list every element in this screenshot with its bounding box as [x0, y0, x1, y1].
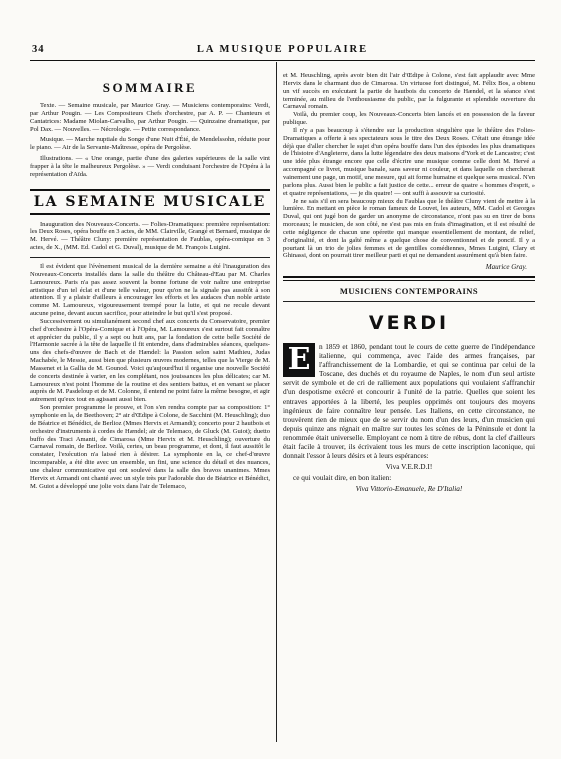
signature: Maurice Gray.	[485, 263, 527, 272]
verdi-title: VERDI	[368, 312, 450, 335]
verdi-motto: Viva V.E.R.D.I!	[385, 461, 433, 471]
right-paragraph-2: Voilà, du premier coup, les Nouveaux-Concerts bien lancés et en possession de la faveur publique.	[283, 111, 535, 127]
page-number: 34	[32, 44, 45, 55]
page-header	[30, 44, 535, 58]
motto-intro: ce qui voulait dire, en bon italien:	[293, 472, 392, 482]
column-separator	[276, 62, 277, 742]
publication-title: LA MUSIQUE POPULAIRE	[196, 44, 369, 55]
verdi-paragraph: n 1859 et 1860, pendant tout le cours de cette guerre de l'indépendance italienne, qui commença, avec l'aide des armes françaises, par l'affranchissement de la Lombardie, et qui se continua par celui de la Toscane, des duchés et du royaume de Naples, le nom d'un seul artiste servit de symbole et de cri de ralliement aux populations qui voulaient s'affranchir d'un despotisme exécré et concourir à l'unité de la patrie. Quelles que soient les entraves apportées à la liberté, les peuples opprimés ont toujours des moyens ingénieux de faire connaître leur pensée. Les Italiens, en cette circonstance, ne trouvèrent rien de mieux que de se servir du nom d'un des leurs, d'un musicien qui depuis quinze ans régnait en maître sur toutes les scènes de la Péninsule et dont la renommée était universelle. Employant ce nom à titre de rébus, dont la clef d'ailleurs était facile à trouver, ils écrivaient tous les murs de cette inscription laconique, qui donnait l'essor à leurs désirs et à leurs espérances:	[283, 342, 535, 460]
semaine-intro: Inauguration des Nouveaux-Concerts. — Folies-Dramatiques: première représentation: les Deux Roses, opéra bouffe en 3 actes, de MM. Clairville, Grangé et Bernard, musique de M. Hervé. — Théâtre Cluny: première représentation de Faublas, opéra-comique en 3 actes, de X., (MM. Ed. Cadol et G. Duval), musique de M. François Luigini.	[30, 220, 270, 252]
right-column	[283, 72, 535, 752]
sommaire-entry-illustrations: Illustrations. — « Une orange, partie d'une des galeries supérieures de la salle vint frapper à la tête le malheureux Pergolèse. » — Verdi conduisant l'orchestre de l'Opéra à la représentation d'Aïda.	[30, 155, 270, 178]
semaine-paragraph-2: Successivement ou simultanément second chef aux concerts du Conservatoire, premier chef d'orchestre à l'Opéra-Comique et à l'Opéra, M. Lamoureux s'est surtout fait connaître et apprécier du public, il y a sept ou huit ans, par la fondation de cette belle Société de l'Harmonie sacrée à la tête de laquelle il fit entendre, dans d'admirables séances, quelques-uns des chefs-d'œuvre de Bach et de Hændel: la Passion selon saint Mathieu, Judas Machabée, le Messie, aussi bien que plusieurs œuvres modernes, telles que la Vierge de M. Massenet et la Gallia de M. Gounod. Voici qu'aujourd'hui il organise une nouvelle Société de concerts destinée à varier, en les complétant, nos jouissances les plus délicates; car M. Lamoureux n'est point l'homme de la routine et des sentiers battus, et en venant se placer auprès de M. Pasdeloup et de M. Colonne, il entend ne point faire la même besogne, et agir autrement qu'eux tout en agissant aussi bien.	[30, 317, 270, 404]
semaine-rule	[30, 257, 270, 258]
semaine-title: LA SEMAINE MUSICALE	[33, 193, 267, 210]
dropcap-letter: E	[283, 343, 315, 377]
sommaire-entry-texte: Texte. — Semaine musicale, par Maurice Gray. — Musiciens contemporains: Verdi, par Arthur Pougin. — Les Compositeurs Chefs d'orchestre, par A. P. — Chanteurs et Cantatrices: Madame Miolan-Carvalho, par Arthur Pougin. — Quinzaine dramatique, par Pol Dax. — Nouvelles. — Nécrologie. — Petite correspondance.	[30, 102, 270, 133]
right-paragraph-1: et M. Heuschling, après avoir bien dit l'air d'Œdipe à Colone, s'est fait applaudir avec Mme Hervix dans le charmant duo de Cimarosa. Un virtuose fort distingué, M. Félix Bos, a obtenu un vif succès en exécutant la partie de hautbois du concerto de Hændel, et la séance s'est terminée, au milieu de l'enthousiasme du public, par la fulgurante et splendide ouverture du Carnaval romain.	[283, 72, 535, 111]
semaine-paragraph-3: Son premier programme le prouve, et l'on s'en rendra compte par sa composition: 1° symphonie en la, de Beethoven; 2° air d'Œdipe à Colone, de Sacchini (M. Heuschling); duo de Béatrice et Bénédict, de Berlioz (Mmes Hervix et Armandi); concerto pour 2 hautbois et orchestre d'instruments à cordes de Hændel; air de Telemaco, de Gluck (M. Guiot); duetto buffo des Traci Amanti, de Cimarosa (Mme Hervix et M. Heuschling); ouverture du Carnaval romain, de Berlioz. Voilà, certes, un beau programme, et dont, il faut aussitôt le constater, l'exécution n'a laissé rien à désirer. La symphonie en la, ce chef-d'œuvre incomparable, a été dite avec un ensemble, un fini, une science du détail et des nuances, une chaleur communicative qui ont soulevé dans la salle des bravos unanimes. Mmes Hervix et Armandi ont chanté avec un style très pur l'adorable duo de Béatrice et Bénédict, M. Guiot a développé une jolie voix dans l'air de Telemaco,	[30, 404, 270, 490]
semaine-paragraph-1: Il est évident que l'évènement musical de la dernière semaine a été l'inauguration des Nouveaux-Concerts installés dans la salle du théâtre du Château-d'Eau par M. Charles Lamoureux. Paris n'a pas assez souvent la bonne fortune de voir naître une entreprise artistique d'un tel éclat et d'une telle valeur, pour qu'on ne la signale pas aussitôt à son attention. Il y a plaisir d'ailleurs à encourager les efforts et les audaces d'un noble artiste comme M. Lamoureux, vigoureusement trempé pour la lutte, et qui ne recule devant aucune peine, devant aucun sacrifice, pour atteindre le but qu'il s'est proposé.	[30, 262, 270, 318]
sommaire-title: SOMMAIRE	[102, 80, 198, 95]
header-rule	[30, 60, 535, 61]
right-paragraph-3: Il n'y a pas beaucoup à s'étendre sur la production singulière que le théâtre des Folies-Dramatiques a offerte à ses spectateurs sous le titre des Deux Roses. C'était une étrange idée déjà que d'aller chercher le sujet d'un opéra bouffe dans l'un des épisodes les plus dramatiques de l'histoire d'Angleterre, dans la lutte légendaire des deux maisons d'York et de Lancastre; c'est une idée plus étrange encore que celle d'écrire une musique comme celle dont M. Hervé a accompagné ce livret, musique banale, sans saveur ni couleur, et dans laquelle on chercherait vainement une page, un motif, une mesure, qui ait forme humaine et quelque sens musical. N'en parlons plus. Aussi bien le public a fait justice de cette... erreur de quatre « hommes d'esprit, » et quatre représentations, — je dis quatre! — ont suffi à assouvir sa curiosité.	[283, 126, 535, 197]
right-paragraph-4: Je ne sais s'il en sera beaucoup mieux du Faublas que le théâtre Cluny vient de mettre à la lumière. En mettant en pièce le roman fameux de Louvet, les auteurs, MM. Cadol et Georges Duval, qui ont jugé bon de garder un anonyme de circonstance, n'ont pas su en tirer de bons morceaux; le musicien, de son côté, ne s'est pas mis en frais d'imagination, et il est résulté de cette négligence de chacun une opérette qui manque essentiellement de montant, de relief, d'originalité, et dont la gaîté même a quelque chose de conventionnel et de poncif. Il y a pourtant là un trio de jolies femmes et de gentilles comédiennes, Mmes Luigini, Clary et Ghinassi, dont on pourrait tirer meilleur parti et qui ne demandent assurément qu'à bien faire.	[283, 197, 535, 260]
semaine-header-box	[30, 189, 270, 215]
sommaire-entry-musique: Musique. — Marche nuptiale du Songe d'une Nuit d'Été, de Mendelssohn, réduite pour le piano. — Air de la Servante-Maîtresse, opéra de Pergolèse.	[30, 136, 270, 152]
section-rule	[283, 276, 535, 281]
left-column	[30, 74, 270, 744]
section-title: MUSICIENS CONTEMPORAINS	[339, 286, 479, 297]
section-subrule	[283, 301, 535, 302]
verdi-body	[283, 342, 535, 460]
motto-meaning: Viva Vittorio-Emanuele, Re D'Italia!	[355, 483, 463, 493]
